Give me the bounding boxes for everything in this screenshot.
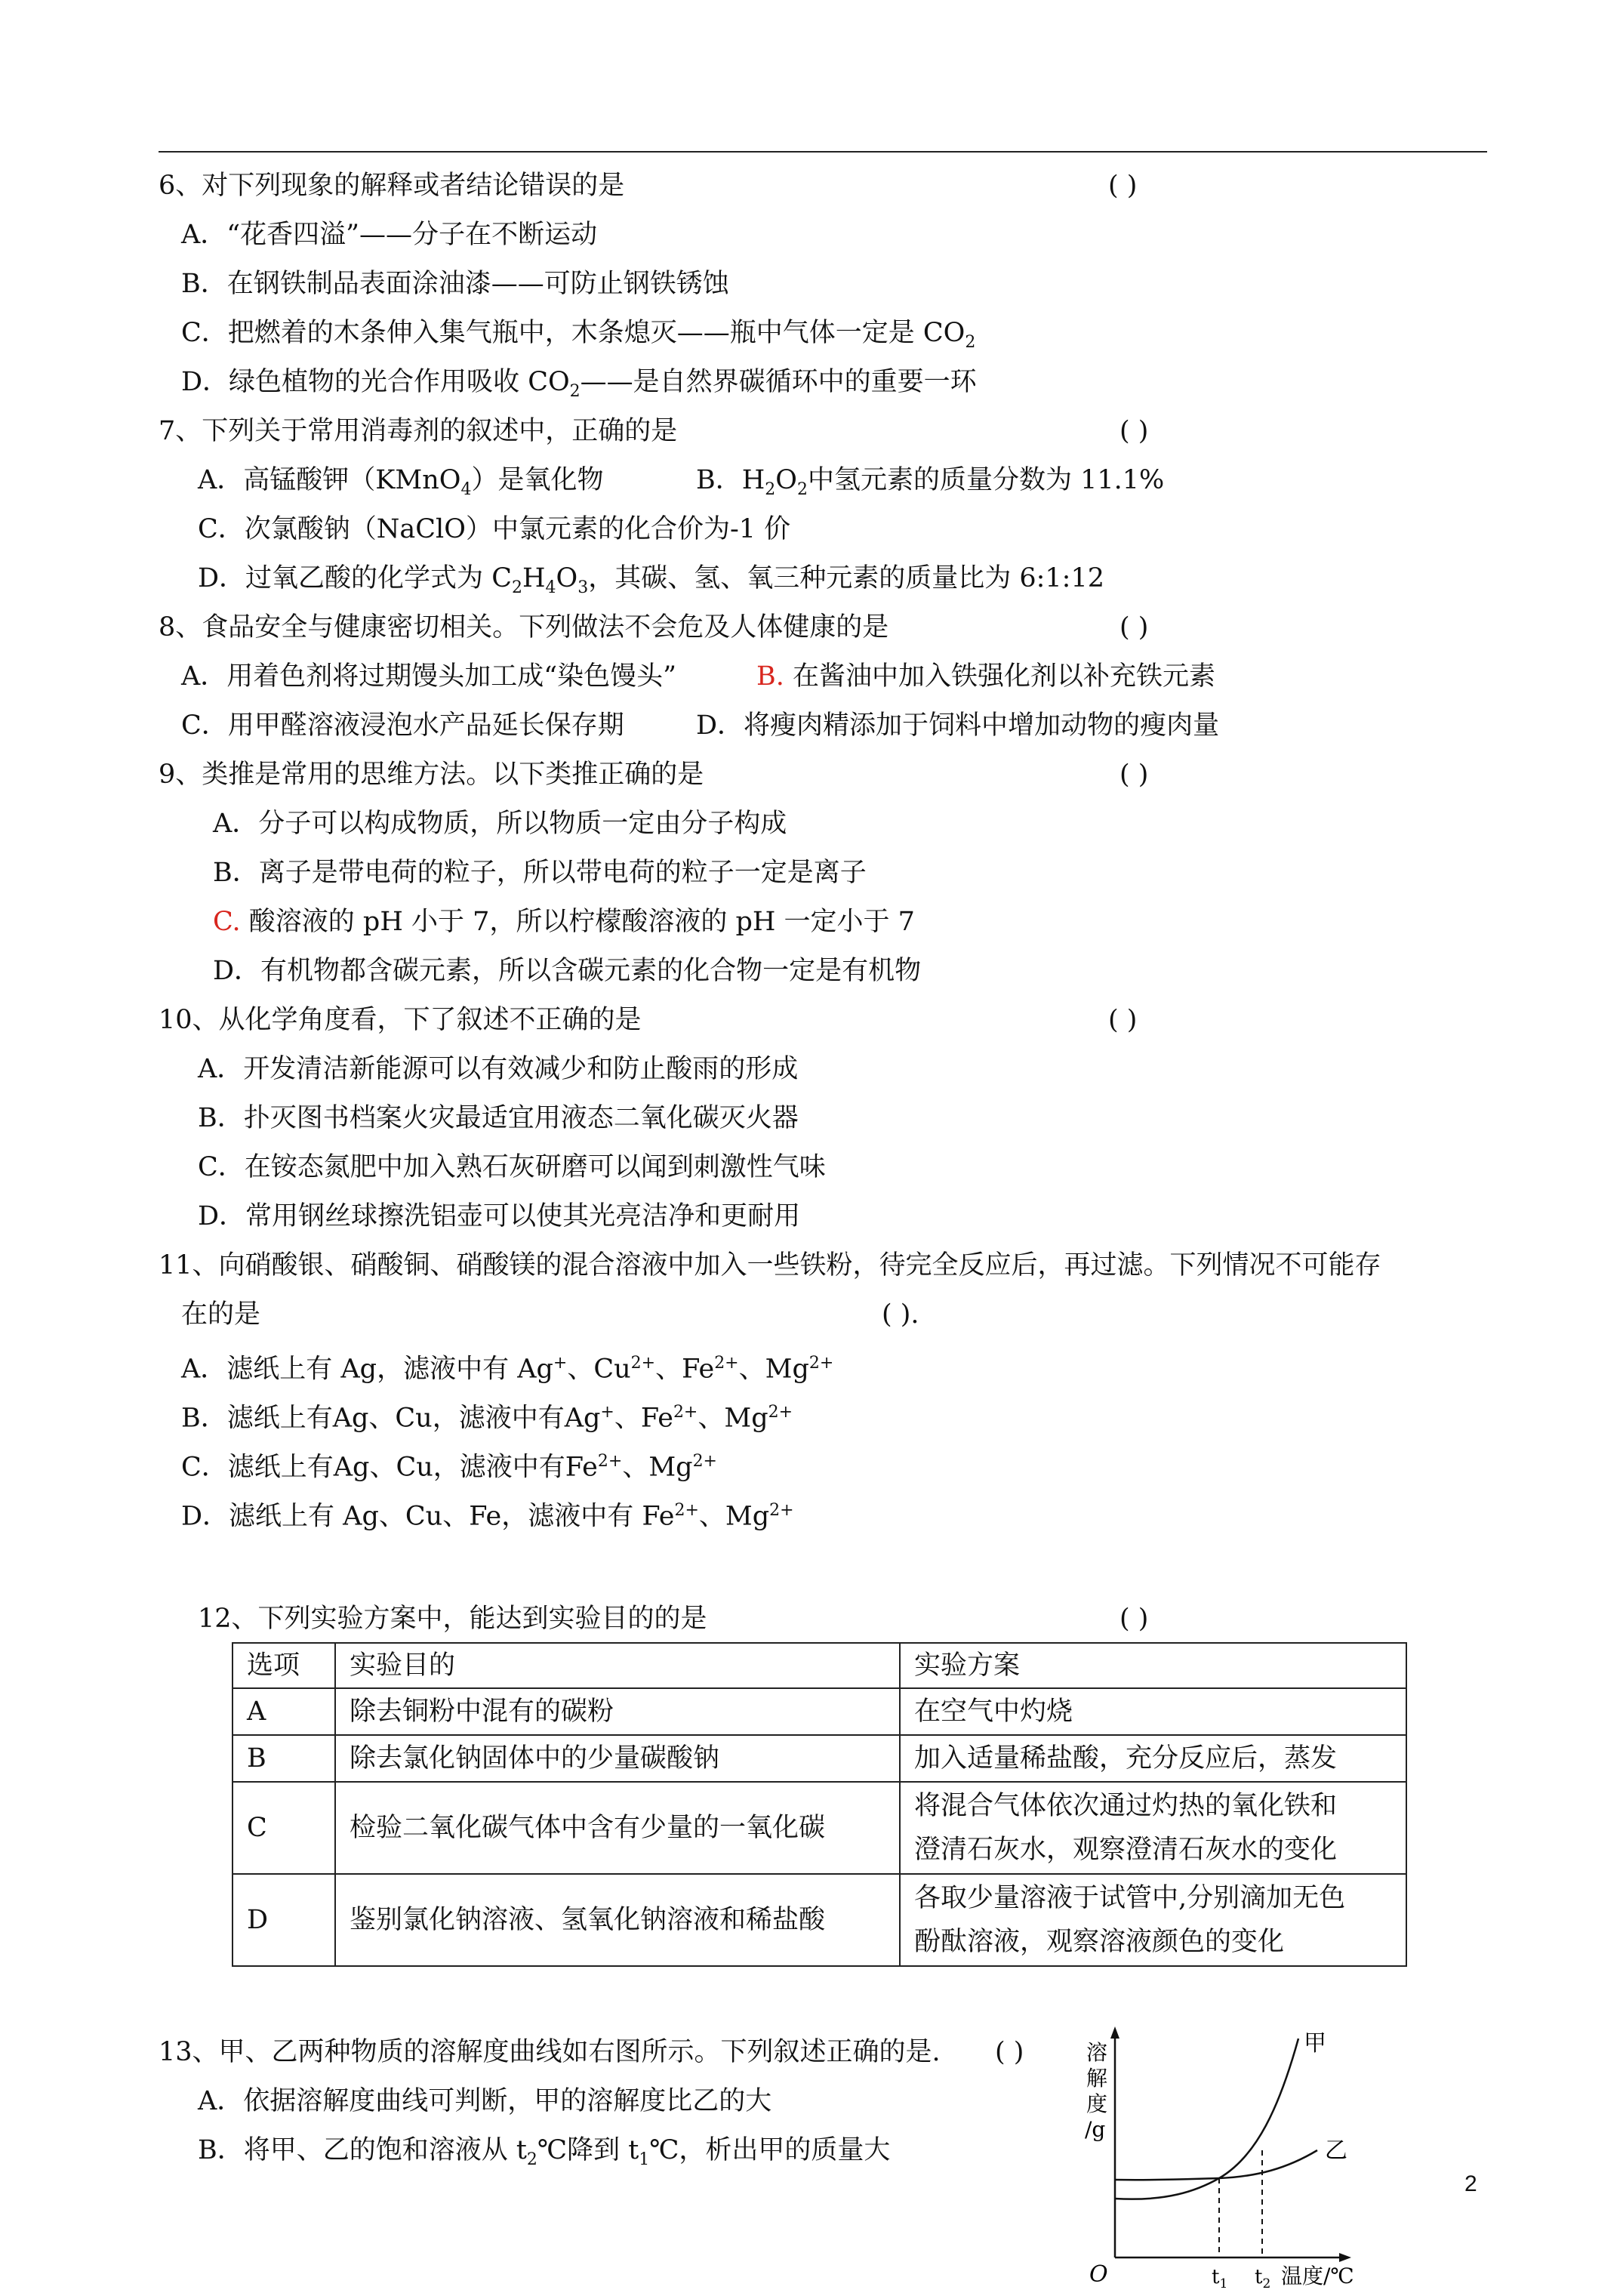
series-yi-label: 乙 [1325,2137,1347,2164]
q8-option-a: A．用着色剂将过期馒头加工成“染色馒头” [181,661,677,692]
table-row [233,1874,1406,1966]
page-number: 2 [1464,2171,1477,2196]
q11-option-a: A．滤纸上有 Ag，滤液中有 Ag+、$Cu^{2+}$、$Fe^{2+}$、$Mg^{2+}$ [181,1354,834,1385]
q6-option-c: C．把燃着的木条伸入集气瓶中，木条熄灭——瓶中气体一定是 $CO_2$ [181,318,976,352]
q13-stem: 13、甲、乙两种物质的溶解度曲线如右图所示。下列叙述正确的是. [159,2037,941,2067]
table-cell-option: B [233,1735,335,1782]
table-cell-plan: 将混合气体依次通过灼热的氧化铁和 澄清石灰水，观察澄清石灰水的变化 [900,1782,1406,1874]
series-yi-curve [1115,2150,1317,2180]
q9-option-d: D．有机物都含碳元素，所以含碳元素的化合物一定是有机物 [213,956,922,986]
table-cell-option: A [233,1688,335,1735]
x-axis-label: 温度/℃ [1281,2264,1354,2288]
q9-answer-paren: ( ) [1119,760,1149,790]
table-header-cell: 选项 [233,1643,335,1688]
table-cell-plan: 各取少量溶液于试管中,分别滴加无色 酚酞溶液，观察溶液颜色的变化 [900,1874,1406,1966]
table-cell-plan: 加入适量稀盐酸，充分反应后，蒸发 [900,1735,1406,1782]
table-cell-goal: 鉴别氯化钠溶液、氢氧化钠溶液和稀盐酸 [335,1874,900,1966]
q12-experiment-table [232,1642,1407,1967]
series-jia-label: 甲 [1304,2030,1326,2057]
q10-option-d: D．常用钢丝球擦洗铝壶可以使其光亮洁净和更耐用 [198,1201,801,1231]
solubility-chart [1076,2023,1363,2295]
q8-option-d: D．将瘦肉精添加于饲料中增加动物的瘦肉量 [696,710,1220,741]
table-row [233,1782,1406,1874]
y-axis-arrow [1110,2026,1119,2039]
q7-option-a: A．高锰酸钾（KMnO$_4$）是氧化物 [198,465,604,499]
x-tick-label: $t_2$ [1255,2266,1271,2291]
q10-option-a: A．开发清洁新能源可以有效减少和防止酸雨的形成 [198,1054,799,1084]
table-cell-goal: 检验二氧化碳气体中含有少量的一氧化碳 [335,1782,900,1874]
q11-stem-line2: 在的是 [181,1299,261,1330]
q6-option-b: B．在钢铁制品表面涂油漆——可防止钢铁锈蚀 [181,269,729,299]
q12-answer-paren: ( ) [1119,1604,1149,1634]
series-jia-curve [1115,2039,1298,2199]
table-cell-option: D [233,1874,335,1966]
y-label-char: 溶 [1086,2040,1108,2065]
y-label-char: 解 [1086,2066,1108,2091]
q13-option-b: B．将甲、乙的饱和溶液从 $t_2℃$降到 $t_1℃$，析出甲的质量大 [198,2135,891,2169]
q6-stem: 6、对下列现象的解释或者结论错误的是 [159,171,625,201]
q8-option-b: B. 在酱油中加入铁强化剂以补充铁元素 [756,661,1215,692]
table-cell-goal: 除去铜粉中混有的碳粉 [335,1688,900,1735]
y-label-char: 度 [1086,2091,1108,2116]
q7-stem: 7、下列关于常用消毒剂的叙述中，正确的是 [159,416,678,446]
table-header-cell: 实验方案 [900,1643,1406,1688]
q9-option-c: C. 酸溶液的 pH 小于 7，所以柠檬酸溶液的 pH 一定小于 7 [213,907,915,937]
q7-option-b: B．$H_2O_2$中氢元素的质量分数为 11.1% [696,465,1165,499]
q6-option-d: D．绿色植物的光合作用吸收 $CO_2——$是自然界碳循环中的重要一环 [181,367,977,401]
q13-answer-paren: ( ) [995,2037,1024,2067]
q10-option-b: B．扑灭图书档案火灾最适宜用液态二氧化碳灭火器 [198,1103,799,1133]
table-row [233,1735,1406,1782]
q11-option-b: B．滤纸上有Ag、Cu，滤液中有Ag+、$Fe^{2+}$、$Mg^{2+}$ [181,1403,793,1434]
x-axis-arrow [1339,2253,1351,2262]
q6-answer-paren: ( ) [1108,171,1138,201]
q7-answer-paren: ( ) [1119,416,1149,446]
x-tick-label: $t_1$ [1212,2266,1228,2291]
table-row [233,1688,1406,1735]
table-cell-goal: 除去氯化钠固体中的少量碳酸钠 [335,1735,900,1782]
q11-option-c: C．滤纸上有Ag、Cu，滤液中有$Fe^{2+}$、$Mg^{2+}$ [181,1452,717,1483]
q8-stem: 8、食品安全与健康密切相关。下列做法不会危及人体健康的是 [159,612,889,643]
q8-option-c: C．用甲醛溶液浸泡水产品延长保存期 [181,710,624,741]
q9-option-b: B．离子是带电荷的粒子，所以带电荷的粒子一定是离子 [213,858,867,888]
q13-option-a: A．依据溶解度曲线可判断，甲的溶解度比乙的大 [198,2086,772,2116]
q7-option-d: D．过氧乙酸的化学式为 $C_2H_4O_3$，其碳、氢、氧三种元素的质量比为 6:1:12 [198,563,1104,597]
q11-option-d: D．滤纸上有 Ag、Cu、Fe，滤液中有 $Fe^{2+}$、$Mg^{2+}$ [181,1501,794,1532]
q9-option-a: A．分子可以构成物质，所以物质一定由分子构成 [213,809,787,839]
table-cell-option: C [233,1782,335,1874]
q11-stem-line1: 11、向硝酸银、硝酸铜、硝酸镁的混合溶液中加入一些铁粉，待完全反应后，再过滤。下列情况不可能存 [159,1250,1381,1281]
y-label-char: /g [1085,2117,1106,2142]
q10-option-c: C．在铵态氮肥中加入熟石灰研磨可以闻到刺激性气味 [198,1152,826,1182]
header-rule [159,151,1487,153]
q10-stem: 10、从化学角度看，下了叙述不正确的是 [159,1005,642,1035]
q8-answer-paren: ( ) [1119,612,1149,643]
q11-answer-paren: ( ). [882,1299,919,1330]
origin-label: O [1089,2261,1108,2288]
table-cell-plan: 在空气中灼烧 [900,1688,1406,1735]
q12-stem: 12、下列实验方案中，能达到实验目的的是 [198,1604,707,1634]
q10-answer-paren: ( ) [1108,1005,1138,1035]
table-header-cell: 实验目的 [335,1643,900,1688]
table-header-row [233,1643,1406,1688]
q6-option-a: A．“花香四溢”——分子在不断运动 [181,220,598,250]
q9-stem: 9、类推是常用的思维方法。以下类推正确的是 [159,760,704,790]
q7-option-c: C．次氯酸钠（NaClO）中氯元素的化合价为-1 价 [198,514,791,544]
